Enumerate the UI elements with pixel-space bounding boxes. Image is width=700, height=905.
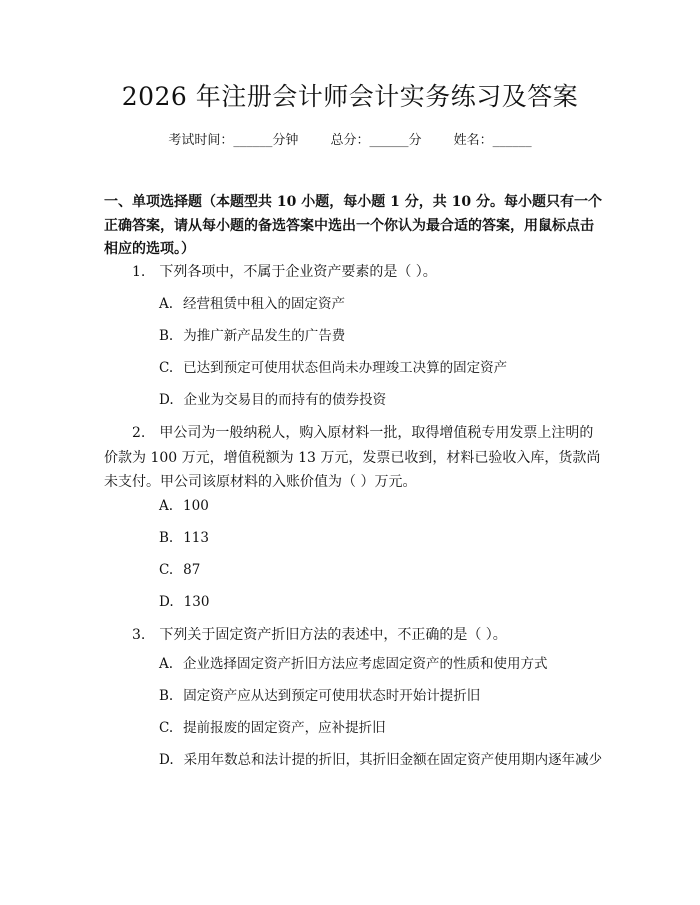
question-1-option-c[interactable] (159, 358, 604, 378)
option-letter: C. (159, 360, 174, 376)
option-letter: B. (159, 688, 174, 704)
option-letter: A. (159, 656, 174, 672)
option-text: 采用年数总和法计提的折旧，其折旧金额在固定资产使用期内逐年减少 (183, 752, 603, 768)
option-text: 已达到预定可使用状态但尚未办理竣工决算的固定资产 (183, 360, 508, 376)
question-3-stem: 3. 下列关于固定资产折旧方法的表述中，不正确的是（ ）。 (132, 627, 507, 643)
question-2-stem: 2. 甲公司为一般纳税人，购入原材料一批，取得增值税专用发票上注明的价款为 100 万元，增值税额为 13 万元，发票已收到，材料已验收入库，货款尚未支付。甲公司该原材料的入账价值为（ ）万元。 (104, 425, 601, 490)
option-letter: B. (159, 530, 174, 546)
question-2-option-a[interactable] (159, 496, 604, 516)
option-letter: A. (159, 296, 174, 312)
question-2-option-b[interactable] (159, 528, 604, 548)
option-text: 130 (183, 594, 210, 610)
question-3-option-d[interactable] (104, 745, 604, 775)
option-text: 为推广新产品发生的广告费 (183, 328, 346, 344)
option-text: 企业为交易目的而持有的债券投资 (183, 392, 387, 408)
option-letter: B. (159, 328, 174, 344)
option-letter: D. (159, 392, 174, 408)
question-1-stem: 1. 下列各项中，不属于企业资产要素的是（ ）。 (132, 264, 437, 280)
question-1-option-a[interactable] (159, 294, 604, 314)
option-letter: D. (159, 594, 174, 610)
question-3-option-b[interactable] (159, 686, 604, 706)
exam-meta (0, 131, 700, 151)
question-2-option-d[interactable] (159, 592, 604, 612)
option-text: 100 (183, 498, 209, 514)
exam-time: 考试时间：______分钟 (168, 133, 299, 148)
option-text: 经营租赁中租入的固定资产 (183, 296, 346, 312)
option-letter: D. (159, 752, 174, 768)
option-letter: A. (159, 498, 174, 514)
option-text: 企业选择固定资产折旧方法应考虑固定资产的性质和使用方式 (183, 656, 548, 672)
question-2-option-c[interactable] (159, 560, 604, 580)
question-3-option-c[interactable] (159, 718, 604, 738)
option-letter: C. (159, 720, 174, 736)
option-text: 固定资产应从达到预定可使用状态时开始计提折旧 (183, 688, 481, 704)
option-letter: C. (159, 562, 174, 578)
student-name: 姓名：______ (453, 133, 532, 148)
question-1-option-d[interactable] (159, 390, 604, 410)
question-3-option-a[interactable] (159, 654, 604, 674)
page-title: 2026 年注册会计师会计实务练习及答案 (121, 82, 579, 111)
question-1-option-b[interactable] (159, 326, 604, 346)
section-heading: 一、单项选择题（本题型共 10 小题，每小题 1 分，共 10 分。每小题只有一个正确答案，请从每小题的备选答案中选出一个你认为最合适的答案，用鼠标点击相应的选项。） (104, 194, 602, 257)
total-score: 总分：______分 (330, 133, 422, 148)
option-text: 113 (183, 530, 209, 546)
option-text: 提前报废的固定资产，应补提折旧 (183, 720, 386, 736)
option-text: 87 (183, 562, 201, 578)
